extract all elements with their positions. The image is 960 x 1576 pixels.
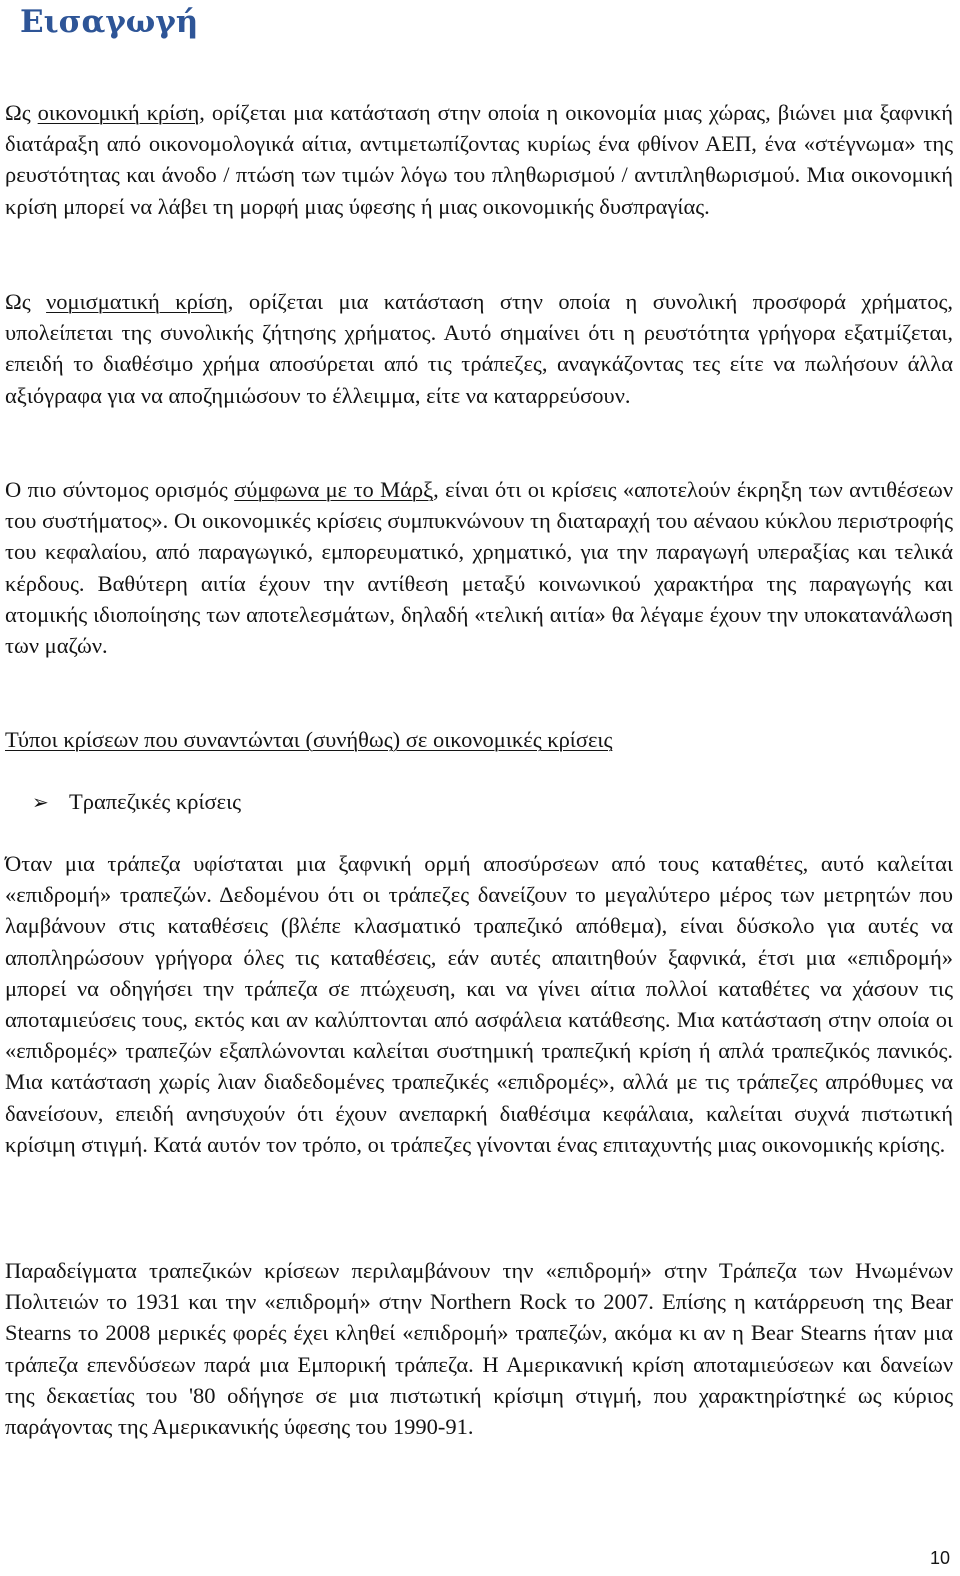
section-subheading: Τύποι κρίσεων που συναντώνται (συνήθως) σε οικονομικές κρίσεις [5, 727, 613, 752]
paragraph-marx-definition [5, 474, 953, 661]
page-number: 10 [929, 1548, 950, 1568]
paragraph-bank-run: Όταν μια τράπεζα υφίσταται μια ξαφνική ορμή αποσύρσεων από τους καταθέτες, αυτό καλείται «επιδρομή» τραπεζών. Δεδομένου ότι οι τράπεζες δανείζουν το μεγαλύτερο μέρος των μετρητών που λαμβάνουν στις καταθέσεις (βλέπε κλασματικό τραπεζικό απόθεμα), είναι δύσκολο για αυτές να αποπληρώσουν γρήγορα όλες τις καταθέσεις, εάν αυτές απαιτηθούν ξαφνικά, έτσι μια «επιδρομή» μπορεί να οδηγήσει την τράπεζα σε πτώχευση, και να γίνει αίτια πολλοί καταθέτες να χάσουν τις αποταμιεύσεις τους, εκτός και αν καλύπτονται από ασφάλεια κατάθεσης. Μια κατάσταση στην οποία οι «επιδρομές» τραπεζών εξαπλώνονται καλείται συστημική τραπεζική κρίση ή απλά τραπεζικός πανικός. Μια κατάσταση χωρίς λιαν διαδεδομένες τραπεζικές «επιδρομές», αλλά με τις τράπεζες απρόθυμες να δανείσουν, επειδή ανησυχούν ότι έχουν ανεπαρκή διαθέσιμα κεφάλαια, καλείται συχνά πιστωτική κρίσιμη στιγμή. Κατά αυτόν τον τρόπο, οι τράπεζες γίνονται ένας επιταχυντής μιας οικονομικής κρίσης. [5, 851, 953, 1157]
paragraph-banking-examples: Παραδείγματα τραπεζικών κρίσεων περιλαμβάνουν την «επιδρομή» στην Τράπεζα των Ηνωμένων Πολιτειών το 1931 και την «επιδρομή» στην Northern Rock το 2007. Επίσης η κατάρρευση της Bear Stearns το 2008 μερικές φορές έχει κληθεί «επιδρομή» τραπεζών, ακόμα κι αν η Bear Stearns ήταν μια τράπεζα επενδύσεων παρά μια Εμπορική τράπεζα. Η Αμερικανική κρίση αποταμιεύσεων και δανείων της δεκαετίας του '80 οδήγησε σε μια πιστωτική κρίσιμη στιγμή, που χαρακτηρίστηκέ ως κύριος παράγοντας της Αμερικανικής ύφεσης του 1990-91. [5, 1258, 953, 1440]
paragraph-marx-definition-pre: Ο πιο σύντομος ορισμός [5, 477, 235, 502]
paragraph-economic-crisis-body: , ορίζεται μια κατάσταση στην οποία η οικονομία μιας χώρας, βιώνει μια ξαφνική διατάραξη από οικονομολογικά αίτια, αντιμετωπίζοντας κυρίως ένα φθίνον ΑΕΠ, ένα «στέγνωμα» της ρευστότητας και άνοδο / πτώση των τιμών λόγω του πληθωρισμού / αντιπληθωρισμού. Μια οικονομική κρίση μπορεί να λάβει τη μορφή μιας ύφεσης ή μιας οικονομικής δυσπραγίας. [5, 100, 953, 219]
term-monetary-crisis: νομισματική κρίση [46, 289, 228, 314]
paragraph-economic-crisis-pre: Ως [5, 100, 38, 125]
paragraph-monetary-crisis-body: , ορίζεται μια κατάσταση στην οποία η συνολική προσφορά χρήματος, υπολείπεται της συνολικής ζήτησης χρήματος. Αυτό σημαίνει ότι η ρευστότητα γρήγορα εξατμίζεται, επειδή το διαθέσιμο χρήμα αποσύρεται από τις τράπεζες, αναγκάζοντας τες είτε να πωλήσουν άλλα αξιόγραφα για να αποζημιώσουν το έλλειμμα, είτε να καταρρεύσουν. [5, 289, 954, 408]
term-economic-crisis: οικονομική κρίση [37, 100, 200, 125]
page-heading: Εισαγωγή [20, 4, 199, 40]
paragraph-monetary-crisis [5, 286, 953, 411]
arrow-bullet-icon: ➢ [32, 790, 49, 814]
paragraph-economic-crisis [5, 97, 953, 222]
bullet-item-label: Τραπεζικές κρίσεις [69, 789, 242, 814]
paragraph-marx-definition-body: , είναι ότι οι κρίσεις «αποτελούν έκρηξη των αντιθέσεων του συστήματος». Οι οικονομικές κρίσεις συμπυκνώνουν τη διαταραχή του αέναου κύκλου περιστροφής του κεφαλαίου, από παραγωγικό, εμπορευματικό, χρηματικό, για την παραγωγή υπεραξίας και τελικά κέρδους. Βαθύτερη αιτία έχουν την αντίθεση μεταξύ κοινωνικού χαρακτήρα της παραγωγής και ατομικής ιδιοποίησης των αποτελεσμάτων, δηλαδή «τελική αιτία» θα λέγαμε έχουν την υποκατανάλωση των μαζών. [5, 477, 953, 659]
term-marx: σύμφωνα με το Μάρξ [234, 477, 434, 502]
paragraph-monetary-crisis-pre: Ως [5, 289, 47, 314]
bullet-item-banking-crises [32, 786, 241, 818]
